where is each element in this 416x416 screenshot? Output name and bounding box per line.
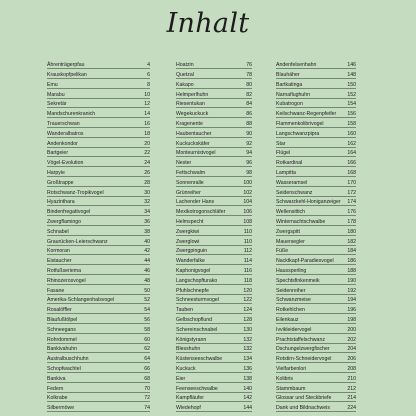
entry-title: Glossar und Steckbriefe: [276, 395, 332, 402]
entry-page-number: 76: [246, 62, 252, 69]
entry-page-number: 104: [243, 199, 252, 206]
entry-page-number: 12: [144, 101, 150, 108]
entry-title: Lachender Hans: [176, 199, 215, 206]
entry-title: Kampfläufer: [176, 395, 204, 402]
entry-title: Hoatzin: [176, 62, 194, 69]
entry-page-number: 92: [246, 140, 252, 147]
entry-page-number: 110: [243, 228, 252, 235]
entry-title: Rosalöffler: [47, 307, 72, 314]
entry-page-number: 10: [144, 91, 150, 98]
entry-title: Seidenschwanz: [276, 189, 313, 196]
entry-page-number: 208: [347, 365, 356, 372]
entry-title: Trauerschwan: [47, 120, 80, 127]
entry-title: Flammenkolibrivogel: [276, 120, 324, 127]
entry-title: Emu: [47, 81, 58, 88]
entry-page-number: 106: [243, 209, 252, 216]
entry-title: Riesentukan: [176, 101, 205, 108]
entry-page-number: 124: [243, 307, 252, 314]
entry-page-number: 78: [246, 71, 252, 78]
entry-page-number: 52: [144, 297, 150, 304]
entry-page-number: 40: [144, 238, 150, 245]
entry-title: Mauersegler: [276, 238, 305, 245]
entry-title: Bartkatinga: [276, 81, 303, 88]
entry-page-number: 160: [347, 130, 356, 137]
entry-page-number: 114: [243, 258, 252, 265]
entry-page-number: 194: [347, 297, 356, 304]
entry-page-number: 116: [243, 267, 252, 274]
entry-title: Mandschurenkranich: [47, 111, 96, 118]
entry-title: Ivvikleidervogel: [276, 326, 312, 333]
entry-title: Vögel-Evolution: [47, 160, 84, 167]
entry-page-number: 86: [246, 111, 252, 118]
entry-title: Kubatrogon: [276, 101, 303, 108]
entry-page-number: 204: [347, 346, 356, 353]
entry-title: Eistaucher: [47, 258, 72, 265]
entry-title: Langschopfturako: [176, 277, 218, 284]
entry-title: Zwergkiwi: [176, 228, 200, 235]
entry-page-number: 148: [347, 71, 356, 78]
entry-title: Rotfußseriema: [47, 267, 82, 274]
entry-title: Schneegans: [47, 326, 76, 333]
entry-title: Kormoran: [47, 248, 70, 255]
entry-page-number: 22: [144, 150, 150, 157]
entry-page-number: 58: [144, 326, 150, 333]
entry-page-number: 48: [144, 277, 150, 284]
entry-page-number: 56: [144, 316, 150, 323]
entry-page-number: 62: [144, 346, 150, 353]
entry-title: Flügel: [276, 150, 291, 157]
entry-title: Vielfarbenlori: [276, 365, 307, 372]
entry-title: Lampitta: [276, 169, 296, 176]
entry-title: Graurücken-Leierschwanz: [47, 238, 108, 245]
entry-page-number: 132: [243, 346, 252, 353]
entry-title: Krauskopfpelikan: [47, 71, 87, 78]
entry-title: Narnaflughuhn: [276, 91, 311, 98]
entry-page-number: 162: [347, 140, 356, 147]
entry-title: Schnabel: [47, 228, 69, 235]
entry-title: Haubentaucher: [176, 130, 212, 137]
entry-title: Kaphonigvogel: [176, 267, 211, 274]
entry-title: Dschungelzwergfischer: [276, 346, 330, 353]
entry-title: Helmspecht: [176, 218, 204, 225]
entry-title: Bankivahuhn: [47, 346, 77, 353]
entry-title: Monteurnistvogel: [176, 150, 216, 157]
entry-title: Schereinschnabel: [176, 326, 218, 333]
entry-title: Schneesturmvogel: [176, 297, 219, 304]
entry-page-number: 198: [347, 316, 356, 323]
entry-title: Blesshuhn: [176, 346, 201, 353]
entry-page-number: 4: [147, 62, 150, 69]
entry-title: Pfuhlschnepfe: [176, 287, 209, 294]
entry-title: Quetzal: [176, 71, 194, 78]
entry-page-number: 170: [347, 179, 356, 186]
entry-page-number: 120: [243, 287, 252, 294]
entry-title: Star: [276, 140, 286, 147]
entry-page-number: 72: [144, 395, 150, 402]
entry-title: Marabu: [47, 91, 65, 98]
entry-page-number: 50: [144, 287, 150, 294]
entry-title: Kolibris: [276, 375, 294, 382]
entry-title: Schwanzmeise: [276, 297, 311, 304]
entry-title: Federn: [47, 385, 64, 392]
entry-page-number: 206: [347, 356, 356, 363]
entry-page-number: 108: [243, 218, 252, 225]
entry-page-number: 74: [144, 405, 150, 412]
entry-page-number: 176: [347, 209, 356, 216]
entry-page-number: 18: [144, 130, 150, 137]
entry-title: Rotschwanz-Tropikvogel: [47, 189, 104, 196]
entry-page-number: 118: [243, 277, 252, 284]
entry-title: Andenfelsenhahn: [276, 62, 317, 69]
entry-title: Fettschwalm: [176, 169, 206, 176]
entry-page-number: 94: [246, 150, 252, 157]
entry-page-number: 178: [347, 218, 356, 225]
entry-title: Schopfwachtel: [47, 365, 81, 372]
entry-title: Dank und Bildnachweis: [276, 405, 330, 412]
entry-page-number: 150: [347, 81, 356, 88]
entry-page-number: 60: [144, 336, 150, 343]
entry-page-number: 14: [144, 111, 150, 118]
entry-page-number: 88: [246, 120, 252, 127]
entry-page-number: 188: [347, 267, 356, 274]
entry-title: Tauben: [176, 307, 194, 314]
entry-page-number: 38: [144, 228, 150, 235]
entry-title: Wellensittich: [276, 209, 306, 216]
entry-page-number: 82: [246, 91, 252, 98]
entry-page-number: 212: [347, 385, 356, 392]
entry-title: Wanderalbatros: [47, 130, 84, 137]
entry-title: Ährenträgerpfau: [47, 62, 85, 69]
entry-page-number: 68: [144, 375, 150, 382]
entry-page-number: 180: [347, 228, 356, 235]
entry-title: Sonnenralle: [176, 179, 204, 186]
entry-page-number: 28: [144, 179, 150, 186]
entry-page-number: 138: [243, 375, 252, 382]
entry-page-number: 30: [144, 189, 150, 196]
entry-page-number: 214: [347, 395, 356, 402]
entry-page-number: 144: [243, 405, 252, 412]
entry-page-number: 174: [347, 199, 356, 206]
entry-title: Bartgeier: [47, 150, 69, 157]
entry-title: Seidenreiher: [276, 287, 306, 294]
entry-page-number: 130: [243, 326, 252, 333]
entry-title: Zwergpinguin: [176, 248, 208, 255]
entry-title: Wanderfalke: [176, 258, 205, 265]
entry-title: Küstenseeschwalbe: [176, 356, 223, 363]
entry-page-number: 102: [243, 189, 252, 196]
entry-title: Langschwanzpipra: [276, 130, 320, 137]
entry-title: Sekretär: [47, 101, 67, 108]
entry-title: Kolkrabe: [47, 395, 68, 402]
entry-page-number: 156: [347, 111, 356, 118]
entry-page-number: 112: [243, 248, 252, 255]
entry-title: Wegekuckuck: [176, 111, 209, 118]
entry-page-number: 136: [243, 365, 252, 372]
page-title: Inhalt: [166, 8, 250, 39]
entry-title: Schwarzkehl-Honiganzeiger: [276, 199, 341, 206]
entry-title: Großtrappe: [47, 179, 74, 186]
entry-page-number: 8: [147, 81, 150, 88]
entry-title: Keilschwanz-Regenpfeifer: [276, 111, 337, 118]
entry-page-number: 98: [246, 169, 252, 176]
entry-page-number: 20: [144, 140, 150, 147]
entry-page-number: 142: [243, 395, 252, 402]
entry-title: Blauhäher: [276, 71, 300, 78]
entry-page-number: 192: [347, 287, 356, 294]
entry-title: Harpyie: [47, 169, 65, 176]
entry-page-number: 164: [347, 150, 356, 157]
entry-page-number: 134: [243, 356, 252, 363]
entry-title: Rhinozerosvogel: [47, 277, 86, 284]
entry-page-number: 128: [243, 316, 252, 323]
entry-title: Stammbaum: [276, 385, 306, 392]
entry-title: Zwergspitt: [276, 228, 300, 235]
entry-title: Füße: [276, 248, 289, 255]
entry-page-number: 34: [144, 209, 150, 216]
entry-title: Wasseramsel: [276, 179, 308, 186]
entry-title: Kuckuckskäfer: [176, 140, 210, 147]
entry-page-number: 96: [246, 160, 252, 167]
entry-title: Kakapo: [176, 81, 194, 88]
entry-title: Silbermöwe: [47, 405, 75, 412]
entry-page-number: 100: [243, 179, 252, 186]
entry-page-number: 90: [246, 130, 252, 137]
entry-page-number: 6: [147, 71, 150, 78]
entry-page-number: 182: [347, 238, 356, 245]
entry-title: Rotkehlchen: [276, 307, 305, 314]
entry-title: Haussperling: [276, 267, 307, 274]
entry-title: Kuckuck: [176, 365, 196, 372]
entry-page-number: 190: [347, 277, 356, 284]
entry-title: Spechtsfinkenmeik: [276, 277, 320, 284]
entry-title: Feenseeschwalbe: [176, 385, 218, 392]
entry-title: Rotstirn-Schneidervogel: [276, 356, 332, 363]
entry-page-number: 152: [347, 91, 356, 98]
entry-title: Gelbschopflund: [176, 316, 213, 323]
entry-title: Bindenfregattvogel: [47, 209, 91, 216]
entry-page-number: 154: [347, 101, 356, 108]
entry-page-number: 186: [347, 258, 356, 265]
entry-title: Rohrdommel: [47, 336, 77, 343]
entry-title: Eier: [176, 375, 186, 382]
entry-title: Nacktkapf-Paradiesvogel: [276, 258, 334, 265]
entry-page-number: 36: [144, 218, 150, 225]
entry-page-number: 168: [347, 169, 356, 176]
entry-page-number: 166: [347, 160, 356, 167]
entry-title: Eilenkauz: [276, 316, 299, 323]
entry-page-number: 44: [144, 258, 150, 265]
entry-title: Königstyrann: [176, 336, 207, 343]
entry-page-number: 158: [347, 120, 356, 127]
entry-page-number: 202: [347, 336, 356, 343]
entry-title: Blaufußtölpel: [47, 316, 78, 323]
entry-title: Andenkondor: [47, 140, 78, 147]
entry-page-number: 54: [144, 307, 150, 314]
entry-page-number: 32: [144, 199, 150, 206]
entry-title: Amerika-Schlangenhalsvogel: [47, 297, 115, 304]
entry-page-number: 224: [347, 405, 356, 412]
entry-page-number: 196: [347, 307, 356, 314]
entry-title: Zwergflamingo: [47, 218, 82, 225]
entry-title: Helmperlhuhn: [176, 91, 209, 98]
entry-page-number: 66: [144, 365, 150, 372]
entry-title: Fasane: [47, 287, 65, 294]
entry-page-number: 210: [347, 375, 356, 382]
entry-title: Rotkardinal: [276, 160, 303, 167]
entry-title: Australbuschhuhn: [47, 356, 89, 363]
entry-page-number: 26: [144, 169, 150, 176]
entry-title: Mexikotrogonschläfer: [176, 209, 226, 216]
entry-page-number: 184: [347, 248, 356, 255]
entry-title: Hyazinthara: [47, 199, 75, 206]
entry-title: Bankiva: [47, 375, 66, 382]
entry-page-number: 122: [243, 297, 252, 304]
entry-page-number: 24: [144, 160, 150, 167]
entry-title: Prachtstaffelschwanz: [276, 336, 325, 343]
entry-page-number: 42: [144, 248, 150, 255]
entry-page-number: 146: [347, 62, 356, 69]
entry-title: Kragenente: [176, 120, 203, 127]
entry-page-number: 132: [243, 336, 252, 343]
entry-title: Winternachtschwalbe: [276, 218, 326, 225]
entry-title: Nester: [176, 160, 192, 167]
entry-page-number: 84: [246, 101, 252, 108]
entry-title: Grünreiher: [176, 189, 201, 196]
entry-page-number: 16: [144, 120, 150, 127]
entry-page-number: 70: [144, 385, 150, 392]
entry-page-number: 172: [347, 189, 356, 196]
entry-page-number: 200: [347, 326, 356, 333]
entry-page-number: 140: [243, 385, 252, 392]
entry-title: Zwerglowi: [176, 238, 200, 245]
entry-title: Wiedehopf: [176, 405, 201, 412]
entry-page-number: 64: [144, 356, 150, 363]
entry-page-number: 46: [144, 267, 150, 274]
entry-page-number: 110: [243, 238, 252, 245]
entry-page-number: 80: [246, 81, 252, 88]
